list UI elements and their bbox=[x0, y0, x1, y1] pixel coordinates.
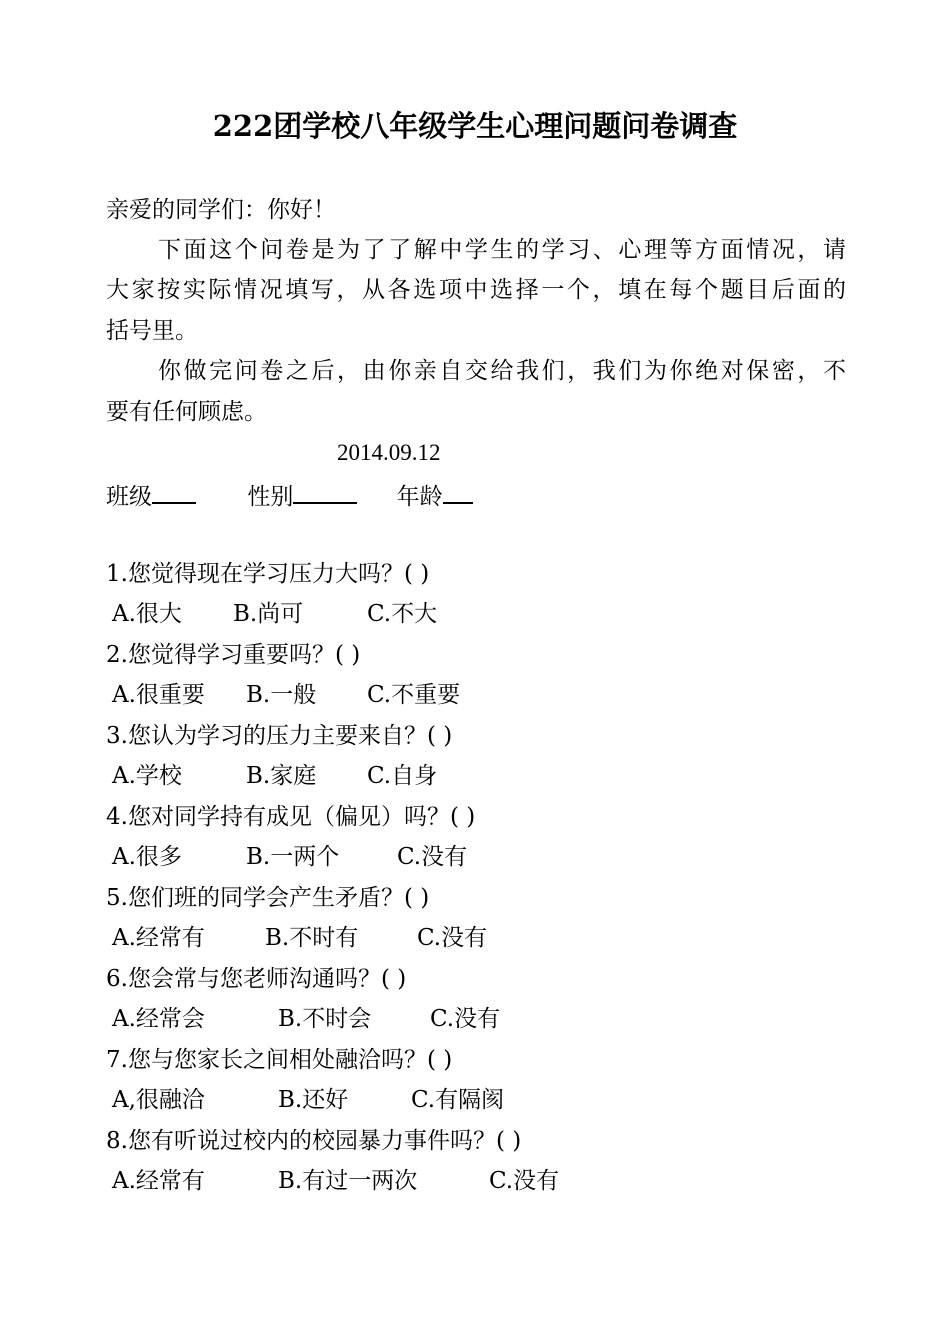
question-8: 8.您有听说过校内的校园暴力事件吗？( ) bbox=[106, 1128, 522, 1154]
intro-line-5: 要有任何顾虑。 bbox=[106, 399, 267, 425]
question-2: 2.您觉得学习重要吗？( ) bbox=[106, 642, 361, 668]
question-4-option-b: B.一两个 bbox=[246, 844, 340, 870]
question-8-option-c: C.没有 bbox=[489, 1168, 560, 1194]
page-title: 222团学校八年级学生心理问题问卷调查 bbox=[212, 109, 738, 143]
question-5-option-a: A.经常有 bbox=[112, 925, 205, 951]
question-6: 6.您会常与您老师沟通吗？( ) bbox=[106, 966, 407, 992]
intro-line-1: 下面这个问卷是为了了解中学生的学习、心理等方面情况，请 bbox=[158, 237, 846, 263]
class-blank[interactable] bbox=[152, 476, 196, 504]
question-5: 5.您们班的同学会产生矛盾？( ) bbox=[106, 885, 430, 911]
info-fields-row bbox=[106, 476, 473, 510]
intro-line-4: 你做完问卷之后，由你亲自交给我们，我们为你绝对保密，不 bbox=[158, 358, 846, 384]
question-4-option-a: A.很多 bbox=[112, 844, 182, 870]
question-3-option-b: B.家庭 bbox=[246, 763, 317, 789]
intro-line-3: 括号里。 bbox=[106, 318, 198, 344]
question-1: 1.您觉得现在学习压力大吗？( ) bbox=[106, 561, 430, 587]
survey-date: 2014.09.12 bbox=[337, 440, 441, 465]
question-1-option-c: C.不大 bbox=[367, 601, 438, 627]
class-field bbox=[106, 476, 196, 514]
age-label: 年龄 bbox=[396, 484, 443, 510]
gender-blank[interactable] bbox=[293, 476, 357, 504]
question-4-option-c: C.没有 bbox=[397, 844, 468, 870]
question-8-option-b: B.有过一两次 bbox=[278, 1168, 418, 1194]
question-6-option-b: B.不时会 bbox=[278, 1006, 372, 1032]
question-4: 4.您对同学持有成见（偏见）吗？( ) bbox=[106, 804, 476, 830]
question-2-option-a: A.很重要 bbox=[112, 682, 205, 708]
question-7-option-a: A,很融洽 bbox=[112, 1087, 205, 1113]
question-7-option-b: B.还好 bbox=[278, 1087, 349, 1113]
question-2-option-b: B.一般 bbox=[246, 682, 317, 708]
question-7: 7.您与您家长之间相处融洽吗？( ) bbox=[106, 1047, 453, 1073]
question-5-option-c: C.没有 bbox=[417, 925, 488, 951]
intro-line-2: 大家按实际情况填写，从各选项中选择一个，填在每个题目后面的 bbox=[106, 277, 846, 303]
gender-field bbox=[247, 476, 357, 514]
question-7-option-c: C.有隔阂 bbox=[411, 1087, 505, 1113]
age-field bbox=[397, 476, 473, 514]
question-1-option-b: B.尚可 bbox=[233, 601, 304, 627]
question-5-option-b: B.不时有 bbox=[265, 925, 359, 951]
question-6-option-a: A.经常会 bbox=[112, 1006, 205, 1032]
question-3: 3.您认为学习的压力主要来自？( ) bbox=[106, 723, 453, 749]
question-3-option-a: A.学校 bbox=[112, 763, 182, 789]
question-6-option-c: C.没有 bbox=[430, 1006, 501, 1032]
question-2-option-c: C.不重要 bbox=[367, 682, 461, 708]
question-8-option-a: A.经常有 bbox=[112, 1168, 205, 1194]
question-1-option-a: A.很大 bbox=[112, 601, 182, 627]
age-blank[interactable] bbox=[443, 476, 473, 504]
gender-label: 性别 bbox=[247, 484, 294, 510]
greeting: 亲爱的同学们：你好！ bbox=[106, 197, 336, 223]
class-label: 班级 bbox=[106, 484, 152, 510]
question-3-option-c: C.自身 bbox=[367, 763, 438, 789]
